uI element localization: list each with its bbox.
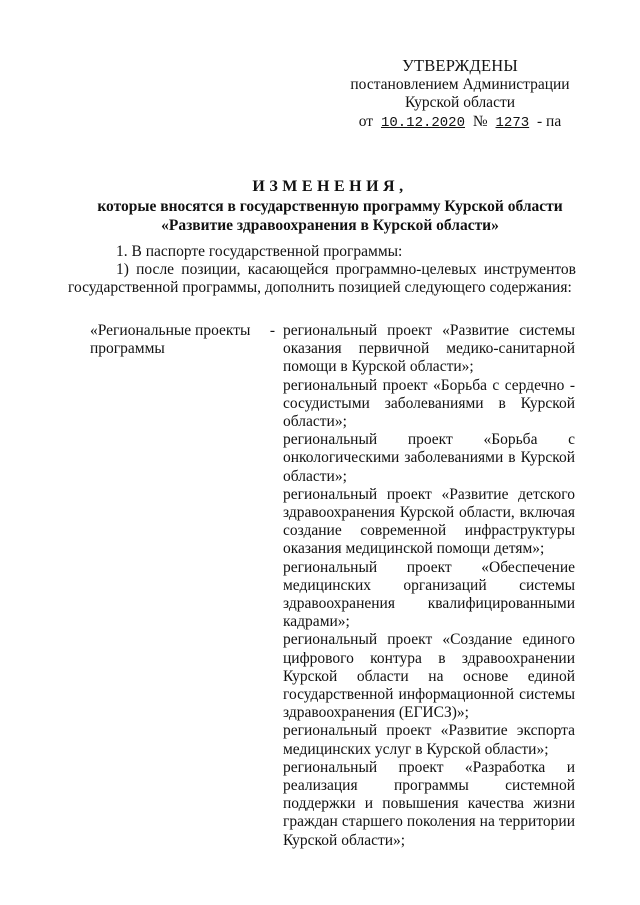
project-item: региональный проект «Обеспечение медицинских организаций системы здравоохранения квалифицированными кадрами»; [283,558,575,631]
project-item: региональный проект «Борьба с сердечно - сосудистыми заболеваниями в Курской области»; [283,376,575,431]
number-sign: № [472,112,488,130]
table-left-column [90,322,275,358]
left-label: «Региональные проекты [90,322,251,339]
project-item: региональный проект «Разработка и реализация программы системной поддержки и повышения качества жизни граждан старшего поколения на территории Курской области»; [283,758,575,849]
document-title: ИЗМЕНЕНИЯ, [252,178,408,195]
left-label-row [90,322,275,340]
left-label-2: программы [90,340,165,358]
intro-section [68,243,576,298]
date-prefix: от [358,112,374,130]
approval-issuer: постановлением Администрации [350,75,570,93]
intro-item-2: 1) после позиции, касающейся программно-целевых инструментов государственной программы, дополнить позицией следующего содержания: [68,261,576,297]
project-item: региональный проект «Развитие детского здравоохранения Курской области, включая создание современной инфраструктуры оказания медицинской помощи детям»; [283,485,575,558]
approval-date: 10.12.2020 [380,114,465,131]
table-right-column [283,322,575,850]
approval-number: 1273 [495,114,530,131]
approval-region: Курской области [404,94,516,111]
intro-item-1: 1. В паспорте государственной программы: [116,243,403,260]
project-item: региональный проект «Развитие системы оказания первичной медико-санитарной помощи в Курской области»; [283,322,575,376]
document-subtitle-2: «Развитие здравоохранения в Курской области» [161,216,499,234]
document-heading [60,176,600,235]
left-dash: - [269,322,275,339]
approval-date-line [340,113,580,133]
document-subtitle-1: которые вносятся в государственную программу Курской области [97,198,563,215]
project-item: региональный проект «Создание единого цифрового контура в здравоохранении Курской области на основе единой государственной информационной системы здравоохранения (ЕГИСЗ)»; [283,631,575,722]
project-item: региональный проект «Борьба с онкологическими заболеваниями в Курской области»; [283,431,575,485]
number-suffix: - па [537,112,562,130]
approval-title: УТВЕРЖДЕНЫ [402,56,518,75]
project-item: региональный проект «Развитие экспорта медицинских услуг в Курской области»; [283,722,575,758]
approval-stamp [340,57,580,132]
